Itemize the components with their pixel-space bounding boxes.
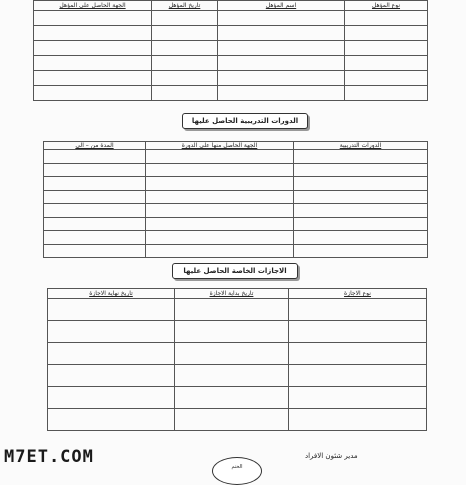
empty-cell[interactable] [218,41,345,56]
empty-cell[interactable] [146,231,294,245]
empty-cell[interactable] [218,86,345,101]
empty-cell[interactable] [218,11,345,26]
table-row [44,231,428,245]
empty-cell[interactable] [146,190,294,204]
header-leave-type: نوع الاجازة [289,289,427,299]
qualifications-body [34,11,428,101]
table-row [48,365,427,387]
header-qualification-date: تاريخ المؤهل [152,1,218,11]
empty-cell[interactable] [218,26,345,41]
empty-cell[interactable] [48,409,175,431]
empty-cell[interactable] [218,71,345,86]
stamp-circle [212,457,262,485]
qualifications-table [33,0,428,101]
header-course-name: الدورات التدريبية [294,142,428,150]
empty-cell[interactable] [218,56,345,71]
header-qualification-type: نوع المؤهل [345,1,428,11]
site-watermark: M7ET.COM [4,447,94,467]
empty-cell[interactable] [34,86,152,101]
leaves-header-row [48,289,427,299]
courses-banner: الدورات التدريبية الحاصل عليها [182,113,308,129]
empty-cell[interactable] [294,244,428,258]
empty-cell[interactable] [34,56,152,71]
empty-cell[interactable] [345,11,428,26]
table-row [44,217,428,231]
empty-cell[interactable] [146,163,294,177]
empty-cell[interactable] [294,204,428,218]
empty-cell[interactable] [146,244,294,258]
table-row [34,41,428,56]
table-row [48,409,427,431]
empty-cell[interactable] [289,321,427,343]
empty-cell[interactable] [345,86,428,101]
leaves-banner: الاجازات الخاصة الحاصل عليها [172,263,298,279]
empty-cell[interactable] [152,26,218,41]
table-row [34,56,428,71]
empty-cell[interactable] [34,41,152,56]
empty-cell[interactable] [294,217,428,231]
table-row [44,177,428,191]
empty-cell[interactable] [44,177,146,191]
table-row [34,86,428,101]
empty-cell[interactable] [34,71,152,86]
empty-cell[interactable] [48,343,175,365]
empty-cell[interactable] [44,231,146,245]
empty-cell[interactable] [44,204,146,218]
empty-cell[interactable] [44,217,146,231]
empty-cell[interactable] [146,150,294,164]
courses-body [44,150,428,258]
empty-cell[interactable] [289,409,427,431]
table-row [44,244,428,258]
empty-cell[interactable] [175,365,289,387]
empty-cell[interactable] [289,365,427,387]
empty-cell[interactable] [48,387,175,409]
personnel-manager-label: مدير شئون الافراد [305,452,358,460]
empty-cell[interactable] [345,41,428,56]
empty-cell[interactable] [44,163,146,177]
empty-cell[interactable] [294,231,428,245]
empty-cell[interactable] [48,321,175,343]
empty-cell[interactable] [289,343,427,365]
qualifications-header-row [34,1,428,11]
empty-cell[interactable] [48,299,175,321]
stamp-text: الختم [231,464,243,470]
empty-cell[interactable] [146,217,294,231]
empty-cell[interactable] [345,56,428,71]
empty-cell[interactable] [34,26,152,41]
table-row [34,11,428,26]
empty-cell[interactable] [146,177,294,191]
empty-cell[interactable] [152,56,218,71]
table-row [48,299,427,321]
empty-cell[interactable] [175,343,289,365]
table-row [48,343,427,365]
leaves-table [47,288,427,431]
empty-cell[interactable] [44,244,146,258]
header-leave-end: تاريخ نهاية الاجازة [48,289,175,299]
empty-cell[interactable] [345,71,428,86]
empty-cell[interactable] [175,299,289,321]
empty-cell[interactable] [345,26,428,41]
empty-cell[interactable] [48,365,175,387]
empty-cell[interactable] [44,150,146,164]
empty-cell[interactable] [152,71,218,86]
empty-cell[interactable] [44,190,146,204]
table-row [44,190,428,204]
empty-cell[interactable] [152,41,218,56]
courses-header-row [44,142,428,150]
header-qualification-name: اسم المؤهل [218,1,345,11]
header-leave-start: تاريخ بداية الاجازة [175,289,289,299]
empty-cell[interactable] [294,150,428,164]
empty-cell[interactable] [289,299,427,321]
empty-cell[interactable] [34,11,152,26]
empty-cell[interactable] [146,204,294,218]
header-course-provider: الجهة الحاصل منها على الدورة [146,142,294,150]
empty-cell[interactable] [152,11,218,26]
table-row [44,150,428,164]
leaves-body [48,299,427,431]
table-row [44,163,428,177]
empty-cell[interactable] [175,409,289,431]
table-row [48,387,427,409]
empty-cell[interactable] [152,86,218,101]
header-qualification-issuer: الجهة الحاصل على المؤهل [34,1,152,11]
empty-cell[interactable] [294,177,428,191]
header-course-period: المدة من – الى [44,142,146,150]
empty-cell[interactable] [175,321,289,343]
empty-cell[interactable] [175,387,289,409]
table-row [48,321,427,343]
table-row [34,71,428,86]
empty-cell[interactable] [289,387,427,409]
table-row [34,26,428,41]
courses-table [43,141,428,258]
empty-cell[interactable] [294,163,428,177]
empty-cell[interactable] [294,190,428,204]
table-row [44,204,428,218]
